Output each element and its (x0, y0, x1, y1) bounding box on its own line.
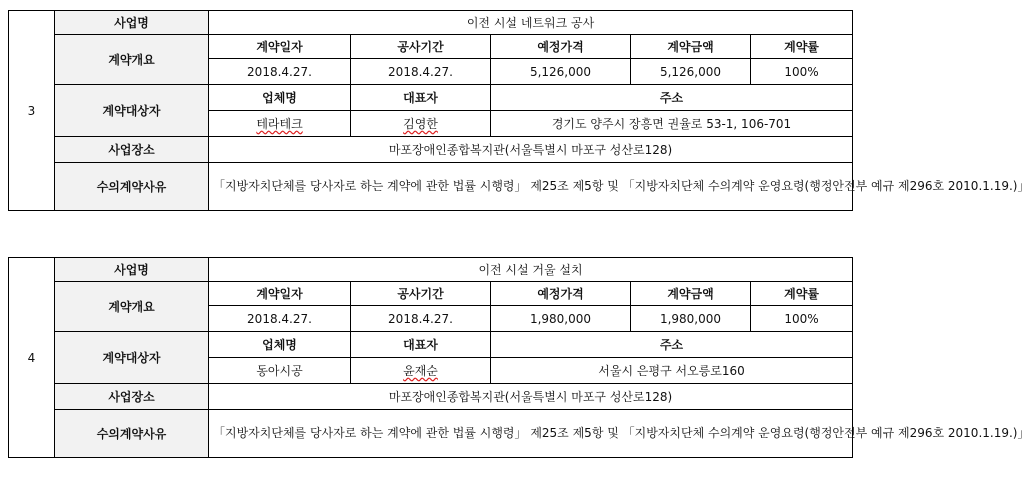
contract-amount: 5,126,000 (631, 59, 751, 85)
project-name: 이전 시설 거울 설치 (209, 258, 853, 282)
contract-period: 2018.4.27. (351, 306, 491, 332)
project-place: 마포장애인종합복지관(서울특별시 마포구 성산로128) (209, 137, 853, 163)
company-header: 업체명 (209, 85, 351, 111)
company-name: 동아시공 (209, 358, 351, 384)
address-header: 주소 (491, 85, 853, 111)
contract-reason: 「지방자치단체를 당사자로 하는 계약에 관한 법률 시행령」 제25조 제5항 및 「지방자치단체 수의계약 운영요령(행정안전부 예규 제296호 2010.1.19.)」 (209, 163, 853, 211)
date-header: 계약일자 (209, 282, 351, 306)
address-header: 주소 (491, 332, 853, 358)
contract-amount: 1,980,000 (631, 306, 751, 332)
ceo-name (351, 111, 491, 137)
company-address: 서울시 은평구 서오릉로160 (491, 358, 853, 384)
estimate-header: 예정가격 (491, 35, 631, 59)
contract-rate: 100% (751, 59, 853, 85)
contract-number: 4 (9, 258, 55, 458)
amount-header: 계약금액 (631, 35, 751, 59)
company-header: 업체명 (209, 332, 351, 358)
contract-number: 3 (9, 11, 55, 211)
estimated-price: 1,980,000 (491, 306, 631, 332)
amount-header: 계약금액 (631, 282, 751, 306)
ceo-name (351, 358, 491, 384)
party-label: 계약대상자 (55, 85, 209, 137)
place-label: 사업장소 (55, 384, 209, 410)
contract-date: 2018.4.27. (209, 306, 351, 332)
company-address: 경기도 양주시 장흥면 권율로 53-1, 106-701 (491, 111, 853, 137)
project-label: 사업명 (55, 11, 209, 35)
place-label: 사업장소 (55, 137, 209, 163)
period-header: 공사기간 (351, 35, 491, 59)
contract-reason: 「지방자치단체를 당사자로 하는 계약에 관한 법률 시행령」 제25조 제5항 및 「지방자치단체 수의계약 운영요령(행정안전부 예규 제296호 2010.1.19.)」 (209, 410, 853, 458)
contract-period: 2018.4.27. (351, 59, 491, 85)
contract-rate: 100% (751, 306, 853, 332)
ceo-name-text: 김영한 (403, 117, 438, 131)
contract-table-4 (8, 257, 1029, 458)
rate-header: 계약률 (751, 282, 853, 306)
period-header: 공사기간 (351, 282, 491, 306)
project-place: 마포장애인종합복지관(서울특별시 마포구 성산로128) (209, 384, 853, 410)
reason-label: 수의계약사유 (55, 410, 209, 458)
ceo-header: 대표자 (351, 85, 491, 111)
overview-label: 계약개요 (55, 282, 209, 332)
reason-label: 수의계약사유 (55, 163, 209, 211)
project-label: 사업명 (55, 258, 209, 282)
rate-header: 계약률 (751, 35, 853, 59)
estimated-price: 5,126,000 (491, 59, 631, 85)
party-label: 계약대상자 (55, 332, 209, 384)
company-name-text: 테라테크 (256, 117, 303, 131)
ceo-name-text: 윤재순 (403, 364, 438, 378)
overview-label: 계약개요 (55, 35, 209, 85)
project-name: 이전 시설 네트워크 공사 (209, 11, 853, 35)
ceo-header: 대표자 (351, 332, 491, 358)
contract-table-3 (8, 10, 1029, 211)
company-name (209, 111, 351, 137)
date-header: 계약일자 (209, 35, 351, 59)
contract-date: 2018.4.27. (209, 59, 351, 85)
estimate-header: 예정가격 (491, 282, 631, 306)
